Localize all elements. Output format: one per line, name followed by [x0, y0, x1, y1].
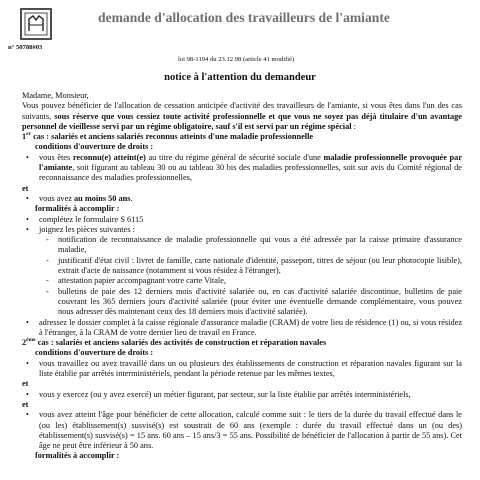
bullet-icon: •: [26, 317, 29, 327]
condition-text: vous êtes: [39, 152, 73, 162]
condition-emphasis: maladie professionnelle provoquée par l'amiante: [39, 152, 463, 173]
case-1-conditions-heading: conditions d'ouverture de droits :: [35, 142, 154, 152]
condition-text: vous avez atteint l'âge pour bénéficier de cette allocation, calculé comme suit : le tiers de la durée du travail effectué dans le (ou les) établissement(s) susvisé(s) est soustrait de 60 ans (exemple : durée du travail effectué dans un (ou des) établissement(s) susvisé(s) = 15 ans. 60 ans – 15 ans/3 = 55 ans. Possibilité de bénéficier de l'allocation à partir de 55 ans). Cet âge ne peut être inférieur à 50 ans.: [39, 410, 462, 451]
case-1-condition-2: [22, 194, 462, 204]
case-1-formality-3: [22, 318, 462, 339]
dash-icon: -: [46, 255, 49, 265]
dash-icon: -: [46, 286, 49, 296]
formality-text: complétez le formulaire S 6115: [39, 214, 144, 224]
bullet-icon: •: [26, 389, 29, 399]
conjunction-et: et: [22, 399, 29, 409]
law-reference: loi 98-1194 du 23.12.98 (article 41 modifié): [178, 56, 295, 63]
case-2-conditions-heading: conditions d'ouverture de droits :: [35, 348, 154, 358]
case-1-condition-1: [22, 153, 462, 184]
condition-text: , soit figurant au tableau 30 ou au tableau 30 bis des maladies professionnelles, soit sur avis du Comité régional de reconnaissance des maladies professionnelles,: [39, 163, 462, 183]
intro-text: Vous pouvez bénéficier de l'allocation de cessation anticipée d'activité des travailleurs de l'amiante, si vous êtes dans l'un des cas suivants,: [22, 101, 462, 121]
document-text: justificatif d'état civil : livret de famille, carte nationale d'identité, passeport, titres de séjour (ou leur photocopie lisible), extrait d'acte de naissance (notamment si vous résidez à l'étranger),: [58, 255, 462, 276]
case-2-condition-3: [22, 410, 462, 451]
case-2-ordinal: ème: [26, 337, 36, 344]
form-number: n° 50788#03: [8, 44, 43, 51]
case-1-formality-2: [22, 225, 462, 235]
case-1-formalities-heading: formalités à accomplir :: [35, 204, 120, 214]
document-text: bulletins de paie des 12 derniers mois d'activité salariée ou, en cas d'activité salariée discontinue, bulletins de paie couvrant les 365 derniers jours d'activité salariée (pour éviter une éventuelle demande complémentaire, vous pouvez nous adresser dès maintenant ceux des 18 derniers mois d'activité salariée).: [58, 286, 462, 317]
conjunction-et: et: [22, 379, 29, 389]
bullet-icon: •: [26, 410, 29, 420]
bullet-icon: •: [26, 214, 29, 224]
intro-paragraph: [22, 101, 462, 132]
condition-text: au titre du régime général de sécurité sociale d'une: [145, 152, 324, 162]
formality-text: joignez les pièces suivantes :: [39, 224, 135, 234]
case-2-number: 2: [22, 338, 27, 348]
condition-text: .: [130, 193, 133, 203]
document-item-1: [22, 235, 462, 256]
condition-text: vous avez: [39, 193, 75, 203]
dash-icon: -: [46, 235, 49, 245]
bullet-icon: •: [26, 224, 29, 234]
document-title: demande d'allocation des travailleurs de l'amiante: [98, 10, 390, 25]
case-2-condition-1: [22, 359, 462, 380]
document-item-3: [22, 276, 462, 286]
document-text: notification de reconnaissance de maladie professionnelle qui vous a été adressée par la caisse primaire d'assurance maladie,: [58, 235, 462, 255]
bullet-icon: •: [26, 193, 29, 203]
bullet-icon: •: [26, 152, 29, 162]
condition-emphasis: au moins 50 ans: [74, 193, 131, 203]
document-item-4: [22, 287, 462, 318]
condition-text: vous y exercez (ou y avez exercé) un métier figurant, par secteur, sur la liste établie par arrêtés interministériels,: [39, 389, 411, 399]
case-2-condition-2: [22, 390, 462, 400]
condition-emphasis: reconnu(e) atteint(e): [72, 152, 146, 162]
document-text: attestation papier accompagnant votre carte Vitale,: [58, 276, 226, 286]
case-1-title: cas : salariés et anciens salariés reconnus atteints d'une maladie professionnelle: [31, 132, 314, 142]
notice-title: notice à l'attention du demandeur: [164, 72, 316, 83]
case-1-heading: [22, 132, 462, 142]
notice-body: [22, 91, 462, 462]
formality-text: adressez le dossier complet à la caisse régionale d'assurance maladie (CRAM) de votre lieu de résidence (1) ou, si vous résidez à l'étranger, à la CRAM de votre dernier lieu de travail en France.: [39, 317, 462, 337]
case-2-title: cas : salariés et anciens salariés des activités de construction et réparation navales: [35, 338, 327, 348]
conjunction-et: et: [22, 183, 29, 193]
dash-icon: -: [46, 276, 49, 286]
greeting: Madame, Monsieur,: [22, 91, 89, 100]
case-2-heading: [22, 338, 462, 348]
case-1-formality-1: [22, 215, 462, 225]
case-2-formalities-heading: formalités à accomplir :: [35, 451, 120, 461]
intro-condition: sous réserve que vous cessiez toute activité professionnelle et que vous ne soyez pas déjà titulaire d'un avantage personnel de vieillesse servi par un régime obligatoire, sauf s'il est servi par un régime spécial: [22, 111, 462, 131]
condition-text: vous travaillez ou avez travaillé dans un ou plusieurs des établissements de construction et réparation navales figurant sur la liste établie par arrêtés interministériels, pendant la période retenue par les mêmes textes,: [39, 358, 462, 379]
document-item-2: [22, 256, 462, 277]
intro-colon: :: [351, 121, 356, 131]
case-1-number: 1: [22, 132, 27, 142]
republique-francaise-logo: [20, 8, 52, 40]
bullet-icon: •: [26, 358, 29, 368]
case-1-ordinal: er: [26, 131, 32, 138]
